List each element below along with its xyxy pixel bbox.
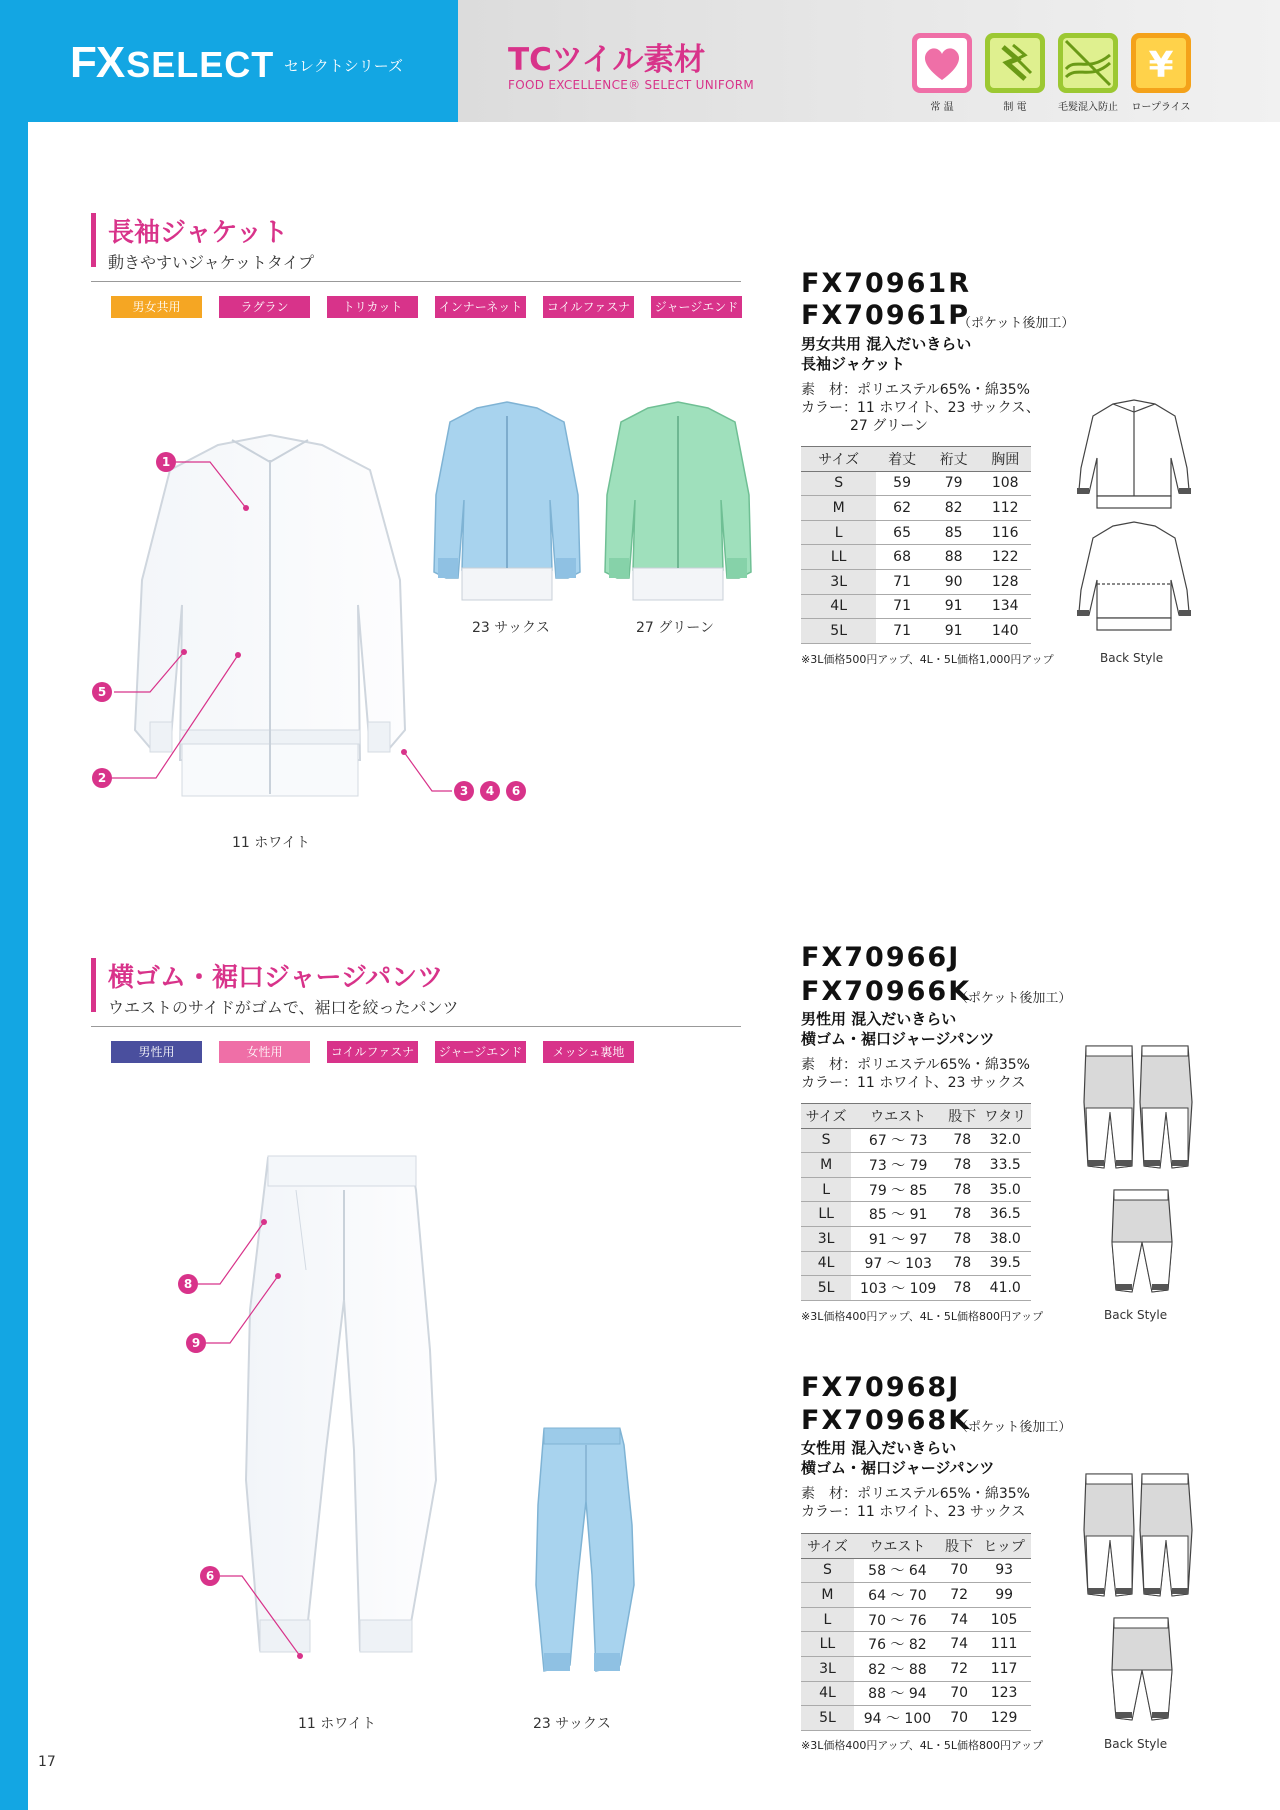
callout-badge: 3 [454, 781, 474, 801]
feature-tag: 男女共用 [111, 296, 202, 318]
table-row: 3L 82 ～ 88 72 117 [801, 1656, 1031, 1681]
callout-badge: 9 [186, 1333, 206, 1353]
section-marker [91, 213, 96, 267]
jacket-white-image [120, 430, 430, 820]
product-code: FX70966J [801, 942, 961, 973]
pants-women-line-drawing [1082, 1470, 1194, 1730]
back-style-label: Back Style [1104, 1308, 1168, 1322]
callout-badge: 8 [178, 1274, 198, 1294]
price-note: ※3L価格400円アップ、4L・5L価格800円アップ [801, 1739, 1044, 1752]
table-row: S 59 79 108 [801, 471, 1031, 496]
product-description: 男女共用 混入だいきらい 長袖ジャケット [801, 335, 972, 373]
pants-sax-image [532, 1425, 637, 1685]
table-row: 5L 103 ～ 109 78 41.0 [801, 1276, 1031, 1301]
icon-caption: 制 電 [1003, 102, 1027, 113]
feature-tag: 男性用 [111, 1041, 202, 1063]
jacket-green-image [603, 400, 753, 605]
product-code-note: （ポケット後加工） [955, 991, 1072, 1006]
brand-series: セレクトシリーズ [284, 57, 403, 75]
fabric-title: TCツイル素材 [508, 42, 706, 78]
pants-white-image [240, 1150, 450, 1690]
table-row: L 70 ～ 76 74 105 [801, 1607, 1031, 1632]
hair-prevention-icon [1058, 33, 1118, 93]
back-style-label: Back Style [1104, 1737, 1168, 1751]
icon-caption: 毛髪混入防止 [1058, 102, 1118, 113]
pants-men-size-table: サイズ ウエスト 股下 ワタリ S 67 ～ 73 78 32.0 M 73 ～ 79 78 33.5 L 79 ～ 85 78 35.0 LL 85 ～ 91 78 36.5 3L 91 ～ 97 78 38.0 4L 97 ～ 103 78 39.5 5L 103 ～ 109 78 41.0 [801, 1103, 1031, 1301]
brand-logo: FXSELECT [70, 38, 275, 87]
pants-sax-caption: 23 サックス [533, 1716, 611, 1732]
callout-badge: 2 [92, 768, 112, 788]
product-spec: 素 材：ポリエステル65%・綿35% カラー：11 ホワイト、23 サックス、 27 グリーン [801, 382, 1040, 434]
icon-caption: ロープライス [1131, 102, 1191, 113]
product-description: 女性用 混入だいきらい 横ゴム・裾口ジャージパンツ [801, 1439, 995, 1477]
product-code: FX70961R [801, 268, 971, 299]
table-row: M 73 ～ 79 78 33.5 [801, 1153, 1031, 1178]
callout-badge: 6 [506, 781, 526, 801]
jacket-line-drawing [1075, 398, 1193, 648]
yen-icon [1131, 33, 1191, 93]
feature-tag: ジャージエンド [651, 296, 742, 318]
table-row: LL 85 ～ 91 78 36.5 [801, 1202, 1031, 1227]
feature-tag: ジャージエンド [435, 1041, 526, 1063]
table-row: 3L 71 90 128 [801, 569, 1031, 594]
back-style-label: Back Style [1100, 651, 1164, 665]
callout-badge: 4 [480, 781, 500, 801]
pants-section-subtitle: ウエストのサイドがゴムで、裾口を絞ったパンツ [108, 998, 459, 1017]
feature-tag: インナーネット [435, 296, 526, 318]
table-row: S 67 ～ 73 78 32.0 [801, 1128, 1031, 1153]
jacket-size-table: サイズ 着丈 裄丈 胸囲 S 59 79 108 M 62 82 112 L 65 85 116 LL 68 88 122 3L 71 90 128 4L 71 91 134 5L 71 91 140 [801, 446, 1031, 644]
feature-tag: コイルファスナー [327, 1041, 418, 1063]
product-spec: 素 材：ポリエステル65%・綿35% カラー：11 ホワイト、23 サックス [801, 1057, 1030, 1091]
fabric-subtitle: FOOD EXCELLENCE® SELECT UNIFORM [508, 78, 755, 92]
feature-tag: コイルファスナー [543, 296, 634, 318]
pants-section-title: 横ゴム・裾口ジャージパンツ [108, 963, 444, 993]
section-divider [91, 1026, 741, 1027]
table-row: 4L 71 91 134 [801, 594, 1031, 619]
feature-tag: トリカット [327, 296, 418, 318]
page-header [0, 0, 1280, 122]
icon-caption: 常 温 [930, 102, 954, 113]
svg-text:¥: ¥ [1148, 45, 1174, 86]
pants-men-line-drawing [1082, 1042, 1194, 1302]
table-row: L 65 85 116 [801, 520, 1031, 545]
price-note: ※3L価格400円アップ、4L・5L価格800円アップ [801, 1310, 1044, 1323]
anti-static-icon [985, 33, 1045, 93]
product-spec: 素 材：ポリエステル65%・綿35% カラー：11 ホワイト、23 サックス [801, 1486, 1030, 1520]
pants-women-size-table: サイズ ウエスト 股下 ヒップ S 58 ～ 64 70 93 M 64 ～ 70 72 99 L 70 ～ 76 74 105 LL 76 ～ 82 74 111 3L 82 ～ 88 72 117 4L 88 ～ 94 70 123 5L 94 ～ 100 70 129 [801, 1533, 1031, 1731]
section-divider [91, 281, 741, 282]
table-row: M 64 ～ 70 72 99 [801, 1583, 1031, 1608]
callout-badge: 1 [156, 452, 176, 472]
table-row: S 58 ～ 64 70 93 [801, 1558, 1031, 1583]
jacket-sax-image [432, 400, 582, 605]
table-row: 4L 88 ～ 94 70 123 [801, 1681, 1031, 1706]
product-code: FX70968K [801, 1405, 972, 1436]
table-row: LL 68 88 122 [801, 545, 1031, 570]
pants-white-caption: 11 ホワイト [298, 1716, 376, 1732]
page-number: 17 [38, 1754, 56, 1770]
table-row: 3L 91 ～ 97 78 38.0 [801, 1226, 1031, 1251]
jacket-green-caption: 27 グリーン [636, 620, 714, 636]
table-row: 4L 97 ～ 103 78 39.5 [801, 1251, 1031, 1276]
jacket-section-title: 長袖ジャケット [108, 218, 289, 248]
side-accent-bar [0, 122, 28, 1810]
product-code-note: （ポケット後加工） [955, 1420, 1072, 1435]
table-row: L 79 ～ 85 78 35.0 [801, 1177, 1031, 1202]
product-description: 男性用 混入だいきらい 横ゴム・裾口ジャージパンツ [801, 1010, 995, 1048]
jacket-white-caption: 11 ホワイト [232, 835, 310, 851]
jacket-section-subtitle: 動きやすいジャケットタイプ [108, 253, 315, 272]
jacket-sax-caption: 23 サックス [472, 620, 550, 636]
heart-icon [912, 33, 972, 93]
product-code: FX70961P [801, 300, 970, 331]
callout-badge: 5 [92, 682, 112, 702]
feature-icons [912, 33, 1190, 117]
section-marker [91, 958, 96, 1012]
table-row: 5L 71 91 140 [801, 619, 1031, 644]
table-row: LL 76 ～ 82 74 111 [801, 1632, 1031, 1657]
price-note: ※3L価格500円アップ、4L・5L価格1,000円アップ [801, 653, 1054, 666]
table-row: M 62 82 112 [801, 496, 1031, 521]
table-row: 5L 94 ～ 100 70 129 [801, 1706, 1031, 1731]
feature-tag: メッシュ裏地 [543, 1041, 634, 1063]
product-code: FX70968J [801, 1372, 961, 1403]
callout-badge: 6 [200, 1566, 220, 1586]
product-code: FX70966K [801, 976, 972, 1007]
feature-tag: 女性用 [219, 1041, 310, 1063]
feature-tag: ラグラン [219, 296, 310, 318]
product-code-note: （ポケット後加工） [958, 316, 1075, 331]
